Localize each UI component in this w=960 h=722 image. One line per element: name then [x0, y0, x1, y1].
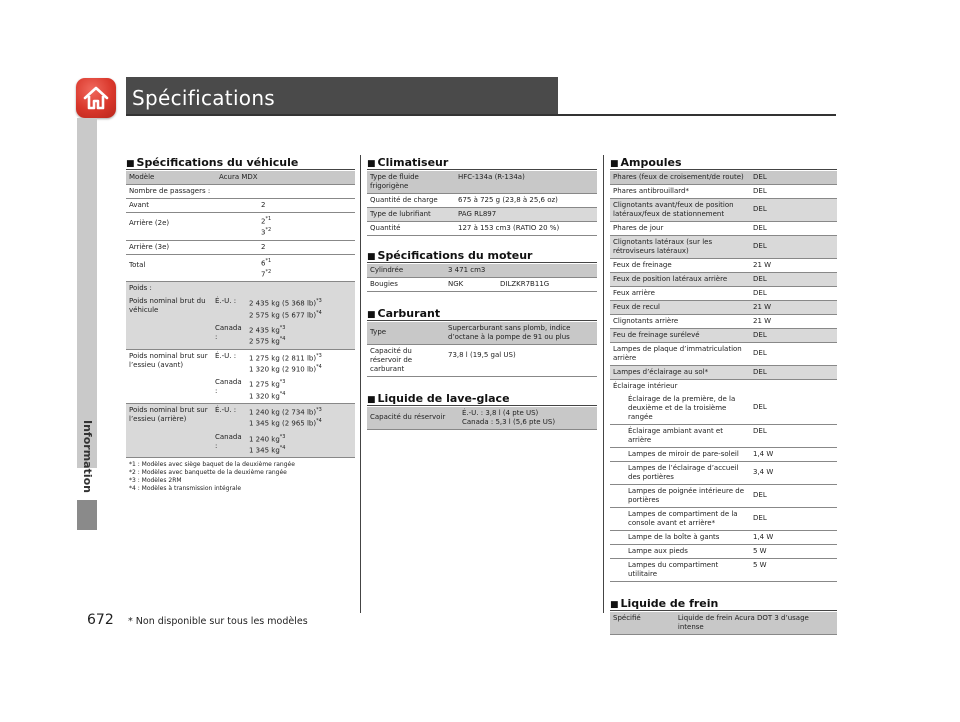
column-divider	[603, 155, 604, 613]
table-row: Éclairage intérieur	[613, 382, 678, 390]
side-tab-label: Information	[81, 420, 94, 493]
table-row: Lampes de l’éclairage d’accueil des portières 3,4 W	[610, 462, 837, 485]
footnotes: *1 : Modèles avec siège baquet de la deuxième rangée *2 : Modèles avec banquette de la deuxième rangée *3 : Modèles 2RM *4 : Modèles à transmission intégrale	[129, 461, 295, 493]
table-row: Phares antibrouillard* DEL	[610, 185, 837, 199]
table-row: Total 6$^{*1}$ 7$^{*2}$	[126, 255, 355, 283]
table-row: Feux de recul 21 W	[610, 301, 837, 315]
table-row: Clignotants avant/feux de position latéraux/feux de stationnement DEL	[610, 199, 837, 222]
middle-column	[367, 155, 597, 430]
section-title: ■ Spécifications du véhicule	[126, 155, 355, 170]
table-row: Lampes de miroir de pare-soleil 1,4 W	[610, 448, 837, 462]
table-row: Éclairage de la première, de la deuxième et de la troisième rangée DEL	[610, 393, 837, 425]
table-row: Type de fluide frigorigène HFC-134a (R-134a)	[367, 171, 597, 194]
table-row: Poids nominal brut sur l’essieu (avant) É.-U. : 1 275 kg (2 811 lb)$^{*3}$ 1 320 kg (2 910 lb)$^{*4}$ Canada : 1 275 $kg^{*3}$ 1 320 $kg^{*4}$	[126, 350, 355, 404]
table-row: Lampes du compartiment utilitaire 5 W	[610, 559, 837, 582]
page-title: Spécifications	[132, 86, 276, 110]
section-title: ■ Liquide de frein	[610, 596, 837, 611]
title-divider	[126, 114, 836, 116]
table-row: Phares de jour DEL	[610, 222, 837, 236]
bulbs-column	[610, 155, 837, 635]
table-row: Phares (feux de croisement/de route) DEL	[610, 171, 837, 185]
table-row: Cylindrée 3 471 cm3	[367, 264, 597, 278]
table-row: Quantité 127 à 153 cm3 (RATIO 20 %)	[367, 222, 597, 236]
table-row: Bougies NGK DILZKR7B11G	[367, 278, 597, 292]
table-row: Lampes d’éclairage au sol* DEL	[610, 366, 837, 380]
table-row: Clignotants arrière 21 W	[610, 315, 837, 329]
table-row: Poids :	[126, 282, 355, 295]
table-row: Capacité du réservoir de carburant 73,8 l (19,5 gal US)	[367, 345, 597, 377]
section-title: ■ Spécifications du moteur	[367, 248, 597, 263]
table-row: Poids nominal brut sur l’essieu (arrière) É.-U. : 1 240 kg (2 734 lb)$^{*3}$ 1 345 kg (2 965 lb)$^{*4}$ Canada : 1 240 $kg^{*3}$ 1 345 $kg^{*4}$	[126, 404, 355, 458]
table-row: Avant 2	[126, 199, 355, 213]
table-row: Feux arrière DEL	[610, 287, 837, 301]
table-row: Clignotants latéraux (sur les rétroviseurs latéraux) DEL	[610, 236, 837, 259]
table-row: Feux de freinage 21 W	[610, 259, 837, 273]
table-row: Feu de freinage surélevé DEL	[610, 329, 837, 343]
availability-footnote: * Non disponible sur tous les modèles	[128, 616, 308, 627]
table-row: Lampe aux pieds 5 W	[610, 545, 837, 559]
column-divider	[360, 155, 361, 613]
table-row: Éclairage ambiant avant et arrière DEL	[610, 425, 837, 448]
table-row: Modèle Acura MDX	[126, 171, 355, 185]
table-row: Type Supercarburant sans plomb, indice d’octane à la pompe de 91 ou plus	[367, 322, 597, 345]
section-title: ■ Ampoules	[610, 155, 837, 170]
section-title: ■ Carburant	[367, 306, 597, 321]
weight-group: Poids : Poids nominal brut du véhicule É.-U. : 2 435 kg (5 368 lb)$^{*3}$ 2 575 kg (5 677 lb)$^{*4}$ Canada : 2 435 $kg^{*3}$ 2 575 $kg^{*4}$	[126, 282, 355, 349]
section-title: ■ Liquide de lave-glace	[367, 391, 597, 406]
table-row: Capacité du réservoir É.-U. : 3,8 l (4 pte US) Canada : 5,3 l (5,6 pte US)	[367, 407, 597, 430]
table-row: Arrière (2e) 2$^{*1}$ 3$^{*2}$	[126, 213, 355, 241]
table-row: Spécifié Liquide de frein Acura DOT 3 d’usage intense	[610, 612, 837, 635]
table-row: Lampes de poignée intérieure de portières DEL	[610, 485, 837, 508]
page-number: 672	[87, 612, 114, 628]
table-row: Quantité de charge 675 à 725 g (23,8 à 25,6 oz)	[367, 194, 597, 208]
table-row: Lampes de plaque d’immatriculation arrière DEL	[610, 343, 837, 366]
table-row: Lampes de compartiment de la console avant et arrière* DEL	[610, 508, 837, 531]
table-row: Lampe de la boîte à gants 1,4 W	[610, 531, 837, 545]
side-tab-marker[interactable]	[77, 500, 97, 530]
home-button[interactable]	[76, 78, 116, 118]
table-row: Feux de position latéraux arrière DEL	[610, 273, 837, 287]
table-row: Arrière (3e) 2	[126, 241, 355, 255]
vehicle-specs-section	[126, 155, 355, 493]
section-title: ■ Climatiseur	[367, 155, 597, 170]
table-row: Type de lubrifiant PAG RL897	[367, 208, 597, 222]
home-icon	[82, 85, 110, 111]
side-tab-bar	[77, 118, 97, 468]
table-row: Nombre de passagers :	[126, 185, 355, 199]
